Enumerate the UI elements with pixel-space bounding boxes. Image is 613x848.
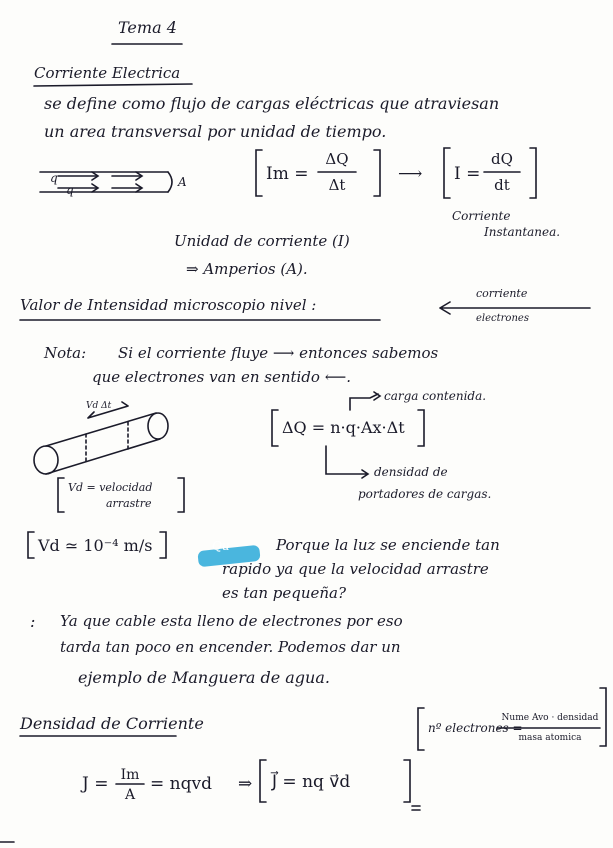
density-caption: densidad de [374, 465, 448, 479]
instant-caption: Instantanea. [484, 225, 561, 239]
heading-underline [34, 84, 192, 86]
cylinder-label: Vd Δt [86, 401, 112, 411]
unit-line: Unidad de corriente (I) [174, 232, 350, 250]
definition-line-1: se define como flujo de cargas eléctricas que atraviesan [44, 94, 500, 113]
nota-line-1: Si el corriente fluye ⟶ entonces sabemos [118, 344, 439, 362]
mean-current-num: ΔQ [325, 150, 349, 168]
mean-current-lhs: Im = [266, 164, 309, 184]
question-line-1: Porque la luz se enciende tan [276, 536, 500, 554]
wire-charge-label: q [50, 171, 58, 185]
electron-count-lhs: nº electrones = [428, 721, 523, 735]
direction-label-bottom: electrones [476, 313, 529, 324]
heading-intensidad: Valor de Intensidad microscopio nivel : [20, 296, 317, 314]
answer-bullet: : [30, 612, 36, 631]
current-density-lhs: J = [82, 774, 109, 794]
electron-count-num: Nume Avo · densidad [501, 713, 599, 723]
mean-current-den: Δt [328, 176, 346, 194]
implies-arrow: ⟶ [398, 164, 423, 184]
direction-label-top: corriente [476, 287, 528, 300]
wire-area-label: A [178, 175, 187, 189]
instant-current-den: dt [494, 176, 510, 194]
cylinder-end-right [148, 413, 168, 439]
nota-label: Nota: [44, 344, 87, 362]
current-density-num: Im [120, 767, 140, 783]
current-density-arrow: ⇒ [238, 774, 253, 794]
current-density-den: A [124, 787, 136, 803]
answer-line-2: tarda tan poco en encender. Podemos dar un [60, 638, 401, 656]
vd-definition: Vd = velocidad [68, 481, 153, 494]
charge-formula: ΔQ = n·q·Ax·Δt [282, 418, 405, 437]
question-line-3: es tan pequeña? [222, 584, 347, 602]
cylinder-end-left [34, 446, 58, 474]
vd-definition: arrastre [106, 497, 152, 510]
page-title: Tema 4 [118, 18, 177, 37]
electron-count-den: masa atomica [518, 733, 582, 743]
heading-corriente: Corriente Electrica [34, 64, 181, 82]
charge-caption: carga contenida. [384, 389, 487, 403]
instant-caption: Corriente [452, 209, 511, 223]
unit-value: ⇒ Amperios (A). [186, 260, 308, 278]
instant-current-num: dQ [491, 150, 513, 168]
instant-current-lhs: I = [454, 164, 481, 184]
current-density-rhs: = nqvd [150, 774, 212, 794]
current-density-vector: J⃗ = nq v⃗d [272, 772, 351, 792]
vd-value: Vd ≃ 10⁻⁴ m/s [38, 536, 153, 555]
question-badge: Qu [212, 539, 230, 553]
nota-line-2: que electrones van en sentido ⟵. [92, 368, 351, 386]
question-line-2: rapido ya que la velocidad arrastre [222, 560, 489, 578]
answer-line-3: ejemplo de Manguera de agua. [78, 668, 330, 687]
definition-line-2: un area transversal por unidad de tiempo. [44, 122, 387, 141]
density-caption: portadores de cargas. [358, 487, 492, 501]
wire-outline [40, 172, 168, 192]
heading-densidad: Densidad de Corriente [20, 714, 204, 733]
answer-line-1: Ya que cable esta lleno de electrones por eso [60, 612, 403, 630]
wire-charge-label: q [66, 183, 74, 197]
